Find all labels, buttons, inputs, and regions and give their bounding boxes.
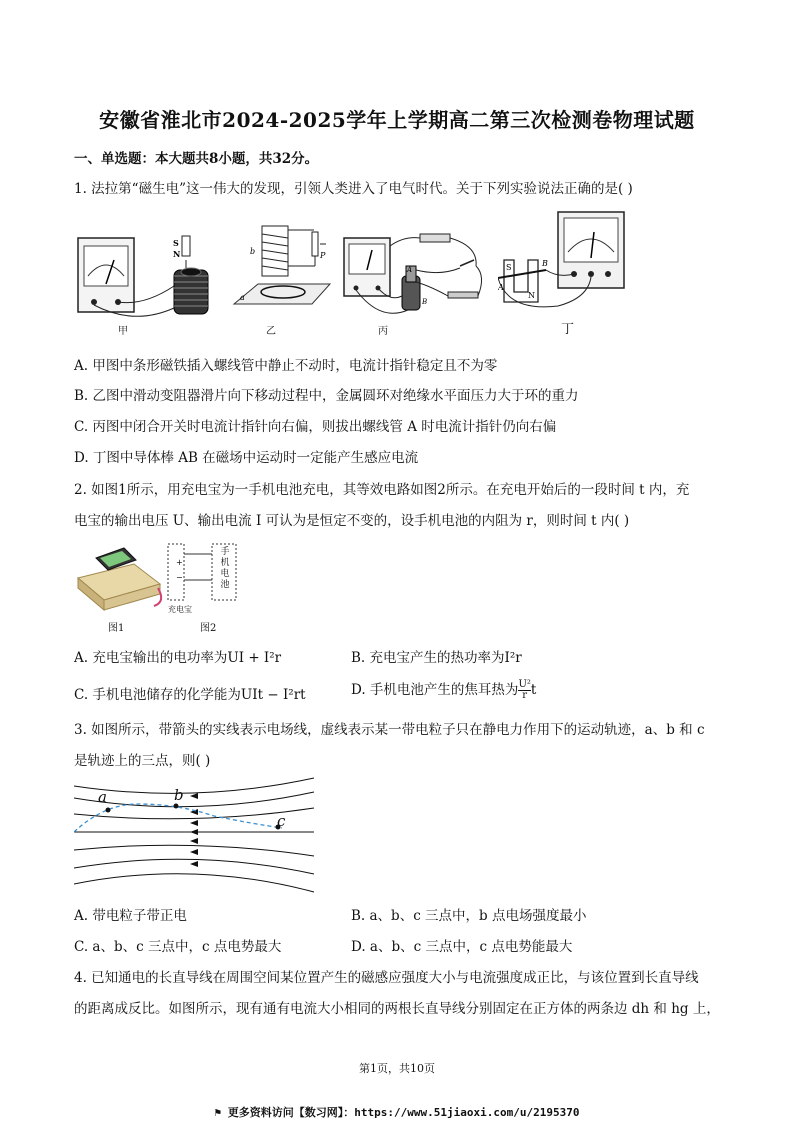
q1-label-ding: 丁 [561,322,575,337]
svg-text:A: A [407,266,413,274]
q2-figure-2 [166,542,244,602]
q2-option-d-fraction [518,680,530,701]
page-footer: 第1页，共10页 [359,1062,435,1075]
flag-icon: ⚑ [214,1106,228,1119]
q3-option-b: B. a、b、c 三点中，b 点电场强度最小 [351,908,587,924]
point-a [106,808,111,813]
point-b [174,804,179,809]
q2-option-a: A. 充电宝输出的电功率为UI + I²r [74,650,282,666]
q2-stem-line1: 2. 如图1所示，用充电宝为一手机电池充电，其等效电路如图2所示。在充电开始后的一段时间 t 内，充 [74,482,690,498]
field-line-2 [74,792,314,807]
q1-label-yi: 乙 [266,326,276,337]
insulating-plane [234,284,330,304]
q4-stem-line2: 的距离成反比。如图所示，现有通有电流大小相同的两根长直导线分别固定在正方体的两条边 dh 和 hg 上， [74,1001,720,1017]
q2-option-b: B. 充电宝产生的热功率为I²r [351,650,522,666]
rheostat [448,292,478,298]
q2-figure-1 [74,544,164,614]
svg-text:a: a [240,293,245,302]
solenoid-coil [174,270,208,314]
q3-label-b: b [174,786,184,804]
resource-link[interactable] [0,1104,794,1120]
q2-label-power-bank: 充电宝 [168,605,192,614]
q2-label-fig2: 图2 [200,623,217,634]
svg-text:B: B [422,298,428,306]
q3-stem-line2: 是轨迹上的三点，则( ) [74,753,211,769]
battery [420,234,450,242]
q1-label-jia: 甲 [118,326,128,337]
svg-text:A: A [498,283,504,292]
q2-stem-line2: 电宝的输出电压 U、输出电流 I 可认为是恒定不变的，设手机电池的内阻为 r，则时间 t 内( ) [74,513,630,529]
q1-label-bing: 丙 [378,326,388,337]
field-line-7 [74,874,314,892]
field-line-1 [74,778,314,793]
q1-figure-bing [340,226,490,326]
svg-text:+: + [176,558,183,567]
q3-label-a: a [98,788,107,806]
svg-text:S: S [173,238,179,248]
q2-option-d-numerator: U² [518,679,531,690]
q3-option-a: A. 带电粒子带正电 [74,908,187,924]
q2-label-fig1: 图1 [108,623,125,634]
q3-label-c: c [277,812,286,830]
q2-option-d-text: D. 手机电池产生的焦耳热为 [351,682,519,698]
switch [460,260,474,266]
svg-text:N: N [528,291,535,300]
svg-text:B: B [542,259,548,268]
q3-option-c: C. a、b、c 三点中，c 点电势最大 [74,939,282,955]
page-title: 安徽省淮北市2024-2025学年上学期高二第三次检测卷物理试题 [99,108,695,132]
q2-label-phone-battery: 手机电池 [220,547,230,590]
resource-link-text: 更多资料访问【数习网】：https://www.51jiaoxi.com/u/2195370 [227,1106,580,1119]
q1-option-d: D. 丁图中导体棒 AB 在磁场中运动时一定能产生感应电流 [74,450,419,466]
q1-figure-ding [498,208,648,314]
rheostat [312,232,318,256]
q3-stem-line1: 3. 如图所示，带箭头的实线表示电场线，虚线表示某一带电粒子只在静电力作用下的运动轨迹，a、b 和 c [74,722,705,738]
power-bank-box [168,544,184,600]
svg-text:S: S [506,263,512,272]
section-heading: 一、单选题：本大题共8小题，共32分。 [74,151,319,167]
q2-option-d [351,678,536,701]
particle-trajectory [74,804,282,832]
q1-option-a: A. 甲图中条形磁铁插入螺线管中静止不动时，电流计指针稳定且不为零 [74,358,498,374]
q1-option-c: C. 丙图中闭合开关时电流计指针向右偏，则拔出螺线管 A 时电流计指针仍向右偏 [74,419,557,435]
q3-field-figure [74,774,320,898]
q3-option-d: D. a、b、c 三点中，c 点电势能最大 [351,939,573,955]
q1-figure-yi [228,222,338,320]
q4-stem-line1: 4. 已知通电的长直导线在周围空间某位置产生的磁感应强度大小与电流强度成正比，与该位置到长直导线 [74,970,699,986]
q2-option-d-suffix: t [530,682,537,698]
svg-text:b: b [250,247,256,256]
q1-stem: 1. 法拉第“磁生电”这一伟大的发现，引领人类进入了电气时代。关于下列实验说法正确的是( ) [74,181,633,197]
svg-text:P: P [320,251,326,260]
bar-magnet [182,236,190,256]
q2-option-c: C. 手机电池储存的化学能为UIt − I²rt [74,687,306,703]
svg-text:N: N [173,249,181,259]
q2-option-d-denominator: r [518,690,530,701]
svg-text:−: − [176,573,183,582]
field-line-6 [74,859,314,874]
q1-figure-jia [74,226,224,336]
q1-option-b: B. 乙图中滑动变阻器滑片向下移动过程中，金属圆环对绝缘水平面压力大于环的重力 [74,388,579,404]
